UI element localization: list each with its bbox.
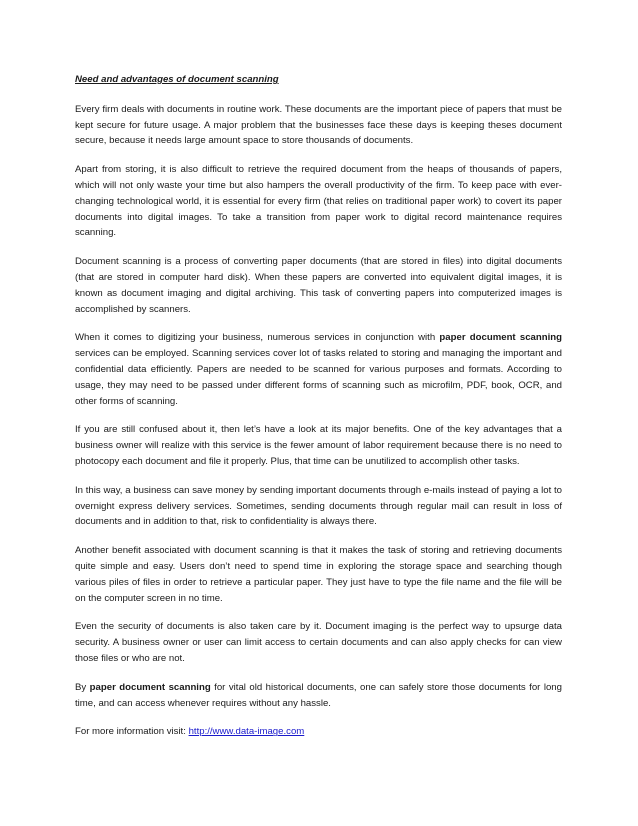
paragraph <box>75 330 562 409</box>
text-run: By <box>75 681 90 693</box>
text-run: Even the security of documents is also taken care by it. Document imaging is the perfect way to upsurge data security. A business owner or user can limit access to certain documents and can also apply checks for can view those files or who are not. <box>75 621 562 664</box>
footer-line <box>75 724 562 740</box>
bold-phrase: paper document scanning <box>439 332 562 344</box>
paragraph <box>75 619 562 666</box>
paragraph <box>75 162 562 241</box>
paragraph <box>75 422 562 469</box>
paragraph <box>75 102 562 149</box>
document-page <box>75 72 562 753</box>
text-run: If you are still confused about it, then let’s have a look at its major benefits. One of the key advantages that a business owner will realize with this service is the fewer amount of labor requirement because there is no need to photocopy each document and file it properly. Plus, that time can be unutilized to accomplish other tasks. <box>75 424 562 467</box>
website-link[interactable]: http://www.data-image.com <box>188 726 305 738</box>
text-run: In this way, a business can save money by sending important documents through e-mails instead of paying a lot to overnight express delivery services. Sometimes, sending documents through regular mail can result in loss of documents and in addition to that, risk to confidentiality is always there. <box>75 484 562 528</box>
paragraph <box>75 680 562 712</box>
text-run: for vital old historical documents, one can safely store those documents for long time, and can access whenever requires without any hassle. <box>75 681 562 709</box>
bold-phrase: paper document scanning <box>89 681 211 693</box>
text-run: When it comes to digitizing your business, numerous services in conjunction with <box>75 332 440 344</box>
text-run: services can be employed. Scanning services cover lot of tasks related to storing and managing the important and confidential data efficiently. Papers are needed to be scanned for various purposes and formats. According to usage, they may need to be passed under different forms of scanning such as microfilm, PDF, book, OCR, and other forms of scanning. <box>75 348 562 407</box>
text-run: Document scanning is a process of converting paper documents (that are stored in files) into digital documents (that are stored in computer hard disk). When these papers are converted into equivalent digital images, it is known as document imaging and digital archiving. This task of converting papers into computerized images is accomplished by scanners. <box>75 256 562 315</box>
text-run: Every firm deals with documents in routine work. These documents are the important piece of papers that must be kept secure for future usage. A major problem that the businesses face these days is keeping theses document secure, because it needs large amount space to store thousands of documents. <box>75 103 562 147</box>
footer-label: For more information visit: <box>75 726 189 738</box>
text-run: Another benefit associated with document scanning is that it makes the task of storing and retrieving documents quite simple and easy. Users don’t need to spend time in exploring the storage space and searching though various piles of files in order to retrieve a particular paper. They just have to type the file name and the file will be on the computer screen in no time. <box>75 545 562 604</box>
paragraph <box>75 543 562 606</box>
paragraph <box>75 483 562 530</box>
document-body <box>75 102 562 712</box>
paragraph <box>75 254 562 317</box>
document-title: Need and advantages of document scanning <box>75 74 279 85</box>
text-run: Apart from storing, it is also difficult to retrieve the required document from the heaps of thousands of papers, which will not only waste your time but also hampers the overall productivity of the firm. To keep pace with ever-changing technological world, it is essential for every firm (that relies on traditional paper work) to covert its paper documents into digital images. To take a transition from paper work to digital record maintenance requires scanning. <box>75 164 562 239</box>
